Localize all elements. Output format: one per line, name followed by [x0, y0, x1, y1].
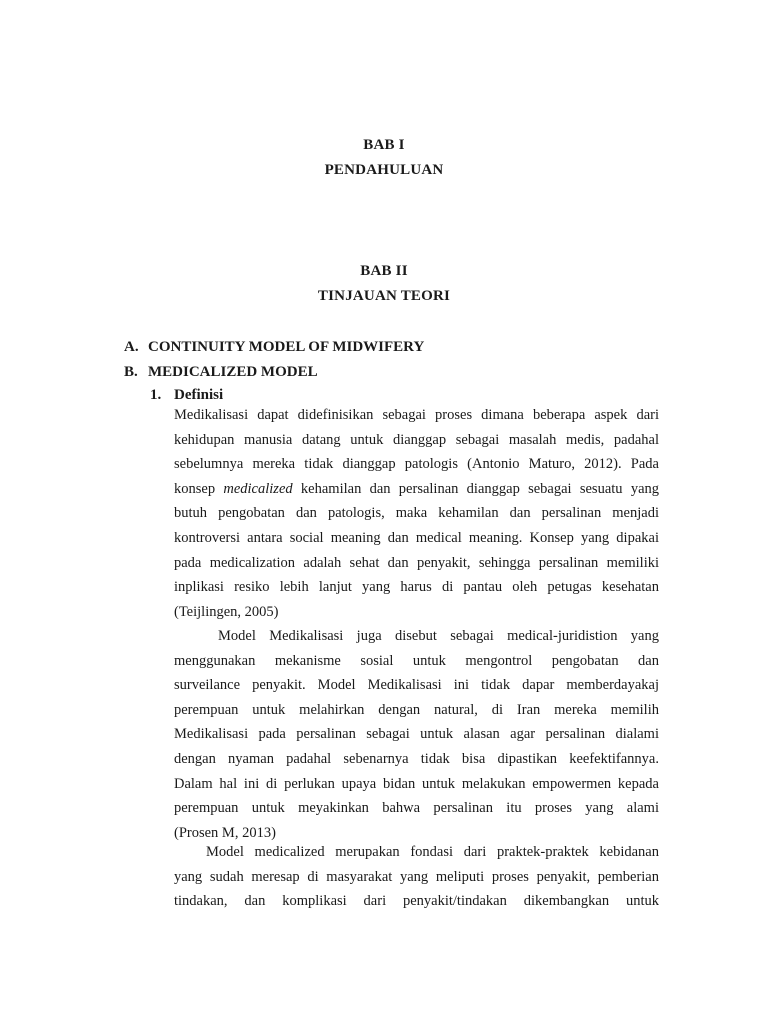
- chapter-title-1: PENDAHULUAN: [324, 162, 444, 178]
- text-line: surveilance penyakit. Model Medikalisasi ini tidak dapar memberdayakaj: [174, 677, 659, 694]
- subsection-title: Definisi: [174, 387, 224, 403]
- section-heading-b: [124, 364, 318, 381]
- chapter-number-1: BAB I: [363, 137, 405, 153]
- section-title: MEDICALIZED MODEL: [148, 364, 318, 380]
- subsection-heading: [150, 387, 223, 404]
- paragraph-medicalized-model: [174, 840, 659, 914]
- text-line: sebelumnya mereka tidak dianggap patologis (Antonio Maturo, 2012). Pada: [174, 456, 659, 473]
- text-line: (Prosen M, 2013): [174, 824, 276, 841]
- text-line: Model medicalized merupakan fondasi dari praktek-praktek kebidanan: [206, 844, 659, 860]
- subsection-number: 1.: [150, 387, 162, 403]
- text-line: dengan nyaman padahal sebenarnya tidak bisa dipastikan keefektifannya.: [174, 750, 659, 767]
- chapter-title-2: TINJAUAN TEORI: [317, 288, 451, 304]
- text-line: perempuan untuk melahirkan dengan natural, di Iran mereka memilih: [174, 701, 659, 718]
- section-title: CONTINUITY MODEL OF MIDWIFERY: [148, 339, 425, 355]
- section-letter: B.: [124, 364, 138, 380]
- paragraph-definisi: [174, 403, 659, 624]
- text-line: tindakan, dan komplikasi dari penyakit/tindakan dikembangkan untuk: [174, 893, 659, 910]
- text-line: Medikalisasi dapat didefinisikan sebagai proses dimana beberapa aspek dari: [174, 407, 659, 423]
- paragraph-medikalisasi: [174, 624, 659, 845]
- text-fragment: kehamilan dan persalinan dianggap sebagai sesuatu yang: [300, 480, 660, 497]
- text-line: perempuan untuk meyakinkan bahwa persalinan itu proses yang alami: [174, 800, 659, 817]
- text-line: Model Medikalisasi juga disebut sebagai medical-juridistion yang: [218, 628, 659, 644]
- text-line: butuh pengobatan dan patologis, maka kehamilan dan persalinan menjadi: [174, 505, 659, 522]
- text-line: Dalam hal ini di perlukan upaya bidan untuk melakukan empowermen kepada: [174, 775, 659, 792]
- text-line: Medikalisasi pada persalinan sebagai untuk alasan agar persalinan dialami: [174, 726, 659, 743]
- text-line: yang sudah meresap di masyarakat yang meliputi proses penyakit, pemberian: [174, 868, 659, 885]
- italic-term: medicalized: [223, 480, 293, 497]
- text-line: kehidupan manusia datang untuk dianggap sebagai masalah medis, padahal: [174, 431, 659, 448]
- text-line: (Teijlingen, 2005): [174, 603, 279, 620]
- text-line: [174, 477, 659, 502]
- section-heading-a: [124, 339, 424, 356]
- text-line: inplikasi resiko lebih lanjut yang harus di pantau oleh petugas kesehatan: [174, 579, 659, 596]
- text-line: kontroversi antara social meaning dan medical meaning. Konsep yang dipakai: [174, 529, 659, 546]
- text-line: menggunakan mekanisme sosial untuk mengontrol pengobatan dan: [174, 652, 659, 669]
- chapter-number-2: BAB II: [360, 263, 408, 279]
- text-fragment: konsep: [174, 480, 216, 497]
- text-line: pada medicalization adalah sehat dan penyakit, sehingga persalinan memiliki: [174, 554, 659, 571]
- section-letter: A.: [124, 339, 139, 355]
